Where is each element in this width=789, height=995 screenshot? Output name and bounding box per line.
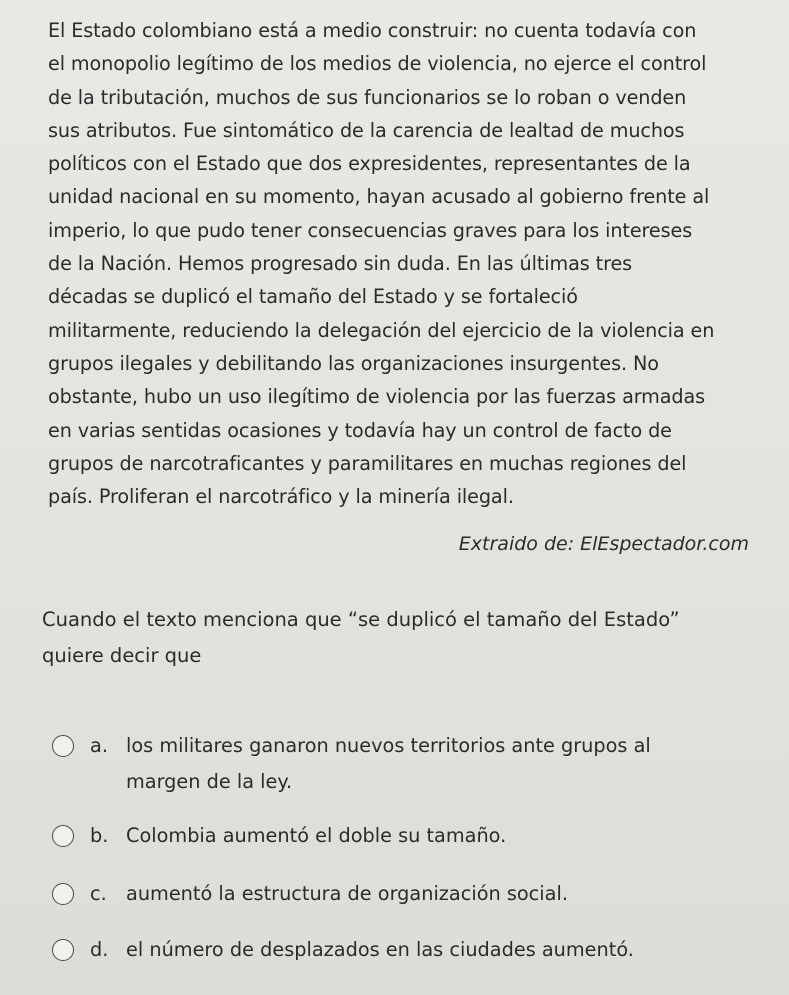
option-text-line: margen de la ley.: [126, 770, 293, 793]
option-text: [126, 932, 634, 968]
passage-line: obstante, hubo un uso ilegítimo de violencia por las fuerzas armadas: [48, 385, 706, 409]
radio-button-a[interactable]: [52, 735, 74, 757]
passage-line: grupos de narcotraficantes y paramilitares en muchas regiones del: [48, 451, 687, 475]
passage-line: país. Proliferan el narcotráfico y la minería ilegal.: [48, 485, 514, 509]
option-letter: b.: [90, 824, 109, 847]
source-citation: Extraido de: ElEspectador.com: [458, 533, 749, 555]
passage-line: décadas se duplicó el tamaño del Estado y se fortaleció: [48, 285, 578, 309]
option-letter: d.: [90, 938, 109, 961]
passage-line: políticos con el Estado que dos expresidentes, representantes de la: [48, 152, 691, 176]
option-b[interactable]: [52, 818, 506, 854]
passage-line: el monopolio legítimo de los medios de violencia, no ejerce el control: [48, 52, 707, 76]
passage-line: en varias sentidas ocasiones y todavía hay un control de facto de: [48, 418, 672, 442]
passage-line: militarmente, reduciendo la delegación del ejercicio de la violencia en: [48, 318, 715, 342]
option-letter: c.: [90, 882, 107, 905]
option-a[interactable]: [52, 728, 651, 800]
reading-passage: [48, 14, 768, 513]
radio-button-d[interactable]: [52, 939, 74, 961]
option-text-line: Colombia aumentó el doble su tamaño.: [126, 824, 507, 847]
question-line: Cuando el texto menciona que “se duplicó el tamaño del Estado”: [42, 608, 680, 631]
passage-line: grupos ilegales y debilitando las organizaciones insurgentes. No: [48, 351, 659, 375]
radio-button-c[interactable]: [52, 883, 74, 905]
option-text: [126, 728, 651, 800]
option-c[interactable]: [52, 876, 568, 912]
passage-line: imperio, lo que pudo tener consecuencias graves para los intereses: [48, 218, 693, 242]
option-text-line: aumentó la estructura de organización social.: [126, 882, 568, 905]
option-d[interactable]: [52, 932, 634, 968]
option-text: [126, 818, 506, 854]
radio-button-b[interactable]: [52, 825, 74, 847]
passage-line: de la Nación. Hemos progresado sin duda. En las últimas tres: [48, 252, 633, 276]
passage-line: El Estado colombiano está a medio construir: no cuenta todavía con: [48, 19, 697, 42]
question-prompt: [42, 602, 762, 674]
question-line: quiere decir que: [42, 644, 202, 667]
passage-line: unidad nacional en su momento, hayan acusado al gobierno frente al: [48, 185, 710, 209]
passage-line: de la tributación, muchos de sus funcionarios se lo roban o venden: [48, 85, 687, 109]
option-text-line: los militares ganaron nuevos territorios ante grupos al: [126, 734, 651, 757]
option-text-line: el número de desplazados en las ciudades aumentó.: [126, 938, 634, 961]
option-text: [126, 876, 568, 912]
passage-line: sus atributos. Fue sintomático de la carencia de lealtad de muchos: [48, 118, 685, 142]
option-letter: a.: [90, 734, 108, 757]
